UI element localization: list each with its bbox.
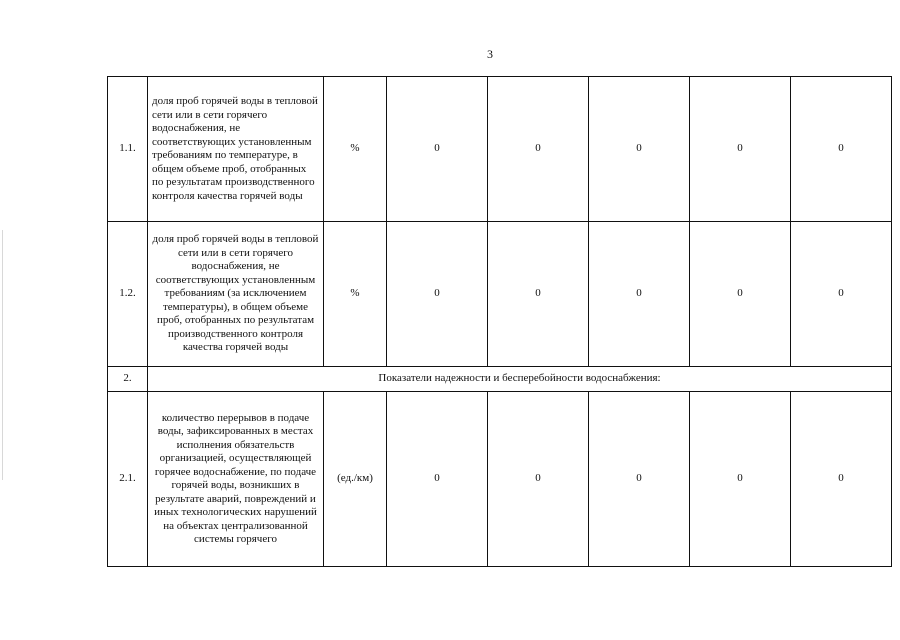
value-cell: 0 [589, 77, 690, 222]
table-row [108, 222, 892, 367]
value-cell: 0 [387, 222, 488, 367]
value-cell: 0 [387, 77, 488, 222]
value-cell: 0 [791, 222, 892, 367]
table-row [108, 77, 892, 222]
page-number: 3 [487, 47, 493, 61]
section-title: Показатели надежности и бесперебойности водоснабжения: [148, 367, 892, 392]
value-cell: 0 [791, 77, 892, 222]
value-cell: 0 [589, 392, 690, 567]
row-number: 1.2. [108, 222, 148, 367]
section-header-row [108, 367, 892, 392]
value-cell: 0 [791, 392, 892, 567]
value-cell: 0 [488, 392, 589, 567]
value-cell: 0 [690, 222, 791, 367]
value-cell: 0 [387, 392, 488, 567]
value-cell: 0 [488, 222, 589, 367]
section-number: 2. [108, 367, 148, 392]
value-cell: 0 [488, 77, 589, 222]
value-cell: 0 [690, 392, 791, 567]
indicator-description: доля проб горячей воды в тепловой сети или в сети горячего водоснабжения, не соответствующих установленным требованиям (за исключением температуры), в общем объеме проб, отобранных по результатам производственного контроля качества горячей воды [148, 222, 324, 367]
value-cell: 0 [690, 77, 791, 222]
unit-cell: % [324, 222, 387, 367]
row-number: 2.1. [108, 392, 148, 567]
unit-cell: (ед./км) [324, 392, 387, 567]
indicator-description: количество перерывов в подаче воды, зафиксированных в местах исполнения обязательств организацией, осуществляющей горячее водоснабжение, по подаче горячей воды, возникших в результате аварий, повреждений и иных технологических нарушений на объектах централизованной системы горячего [148, 392, 324, 567]
table-row [108, 392, 892, 567]
unit-cell: % [324, 77, 387, 222]
indicators-table [107, 76, 892, 567]
indicator-description: доля проб горячей воды в тепловой сети или в сети горячего водоснабжения, не соответствующих установленным требованиям по температуре, в общем объеме проб, отобранных по результатам производственного контроля качества горячей воды [148, 77, 324, 222]
scan-edge-line [2, 230, 3, 480]
row-number: 1.1. [108, 77, 148, 222]
value-cell: 0 [589, 222, 690, 367]
